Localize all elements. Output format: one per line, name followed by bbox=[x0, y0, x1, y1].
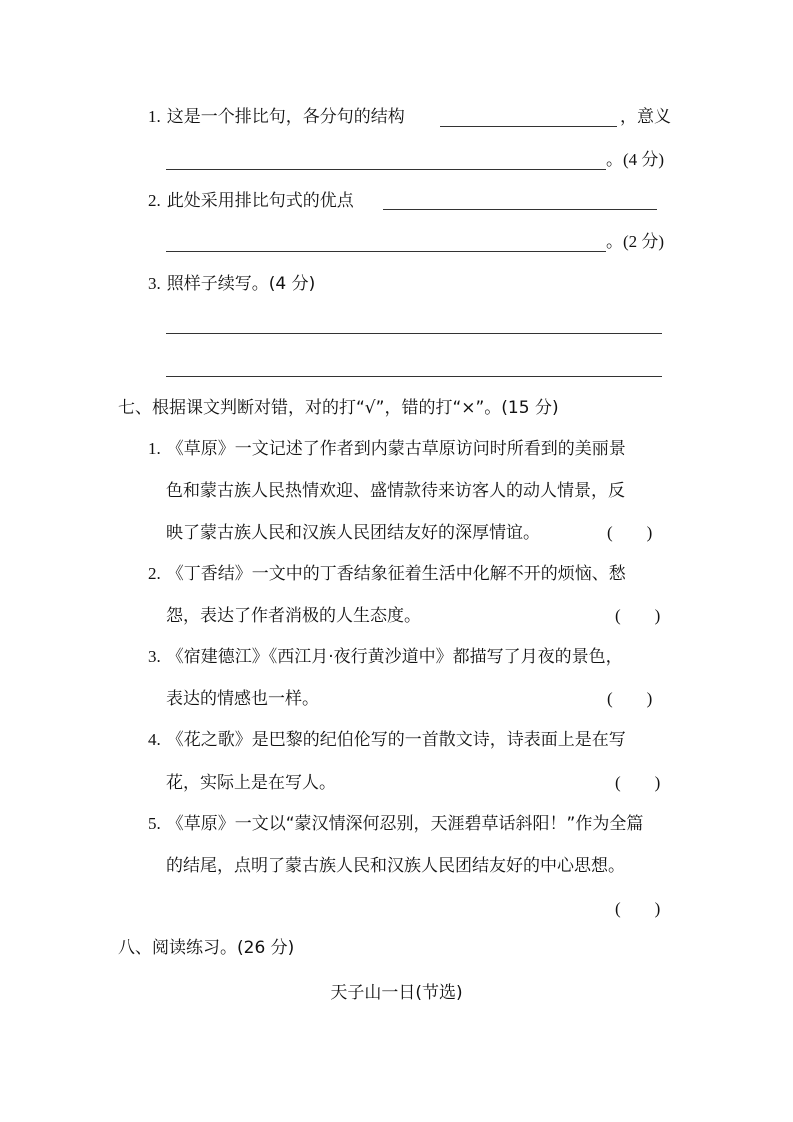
question-number: 3. bbox=[148, 274, 161, 293]
section-heading: 七、根据课文判断对错，对的打“√”，错的打“×”。(15 分) bbox=[118, 398, 559, 418]
answer-blank[interactable] bbox=[383, 209, 657, 210]
answer-paren[interactable]: ( ) bbox=[615, 773, 661, 792]
item-text: 《宿建德江》《西江月·夜行黄沙道中》都描写了月夜的景色， bbox=[166, 647, 623, 667]
score-label: 。(4 分) bbox=[606, 150, 665, 169]
item-text: 《草原》一文以“蒙汉情深何忍别，天涯碧草话斜阳！”作为全篇 bbox=[166, 814, 644, 834]
item-text: 映了蒙古族人民和汉族人民团结友好的深厚情谊。 bbox=[166, 523, 540, 543]
item-text: 《草原》一文记述了作者到内蒙古草原访问时所看到的美丽景 bbox=[166, 439, 626, 459]
tf-item-1 bbox=[148, 438, 626, 460]
tf-item-2 bbox=[148, 563, 626, 585]
answer-blank[interactable] bbox=[166, 169, 606, 170]
answer-blank[interactable] bbox=[440, 126, 617, 127]
section-heading: 八、阅读练习。(26 分) bbox=[118, 938, 295, 958]
item-text: 花，实际上是在写人。 bbox=[166, 773, 336, 793]
question-1 bbox=[148, 106, 405, 128]
item-text: 《丁香结》一文中的丁香结象征着生活中化解不开的烦恼、愁 bbox=[166, 564, 626, 584]
score-label: 。(2 分) bbox=[606, 232, 665, 251]
question-number: 1. bbox=[148, 107, 161, 126]
answer-paren[interactable]: ( ) bbox=[607, 689, 653, 708]
item-text: 表达的情感也一样。 bbox=[166, 689, 319, 709]
question-2 bbox=[148, 190, 354, 212]
item-text: 怨，表达了作者消极的人生态度。 bbox=[166, 606, 421, 626]
answer-blank[interactable] bbox=[166, 251, 606, 252]
tf-item-4 bbox=[148, 729, 626, 751]
answer-blank[interactable] bbox=[166, 376, 662, 377]
question-3 bbox=[148, 273, 315, 295]
item-number: 3. bbox=[148, 647, 161, 666]
question-number: 2. bbox=[148, 191, 161, 210]
item-number: 1. bbox=[148, 439, 161, 458]
item-text: 的结尾，点明了蒙古族人民和汉族人民团结友好的中心思想。 bbox=[166, 856, 625, 876]
answer-paren[interactable]: ( ) bbox=[607, 523, 653, 542]
item-text: 色和蒙古族人民热情欢迎、盛情款待来访客人的动人情景，反 bbox=[166, 481, 625, 501]
tf-item-3 bbox=[148, 646, 623, 668]
item-number: 5. bbox=[148, 814, 161, 833]
question-text: 此处采用排比句式的优点 bbox=[166, 191, 354, 211]
question-text: 这是一个排比句，各分句的结构 bbox=[166, 107, 405, 127]
item-number: 2. bbox=[148, 564, 161, 583]
answer-blank[interactable] bbox=[166, 333, 662, 334]
tf-item-5 bbox=[148, 813, 643, 835]
passage-title: 天子山一日(节选) bbox=[330, 983, 463, 1003]
answer-paren[interactable]: ( ) bbox=[615, 606, 661, 625]
item-number: 4. bbox=[148, 730, 161, 749]
item-text: 《花之歌》是巴黎的纪伯伦写的一首散文诗，诗表面上是在写 bbox=[166, 730, 626, 750]
answer-paren[interactable]: ( ) bbox=[615, 899, 661, 918]
question-text-tail: ，意义 bbox=[620, 107, 671, 127]
question-text: 照样子续写。(4 分) bbox=[166, 274, 316, 294]
